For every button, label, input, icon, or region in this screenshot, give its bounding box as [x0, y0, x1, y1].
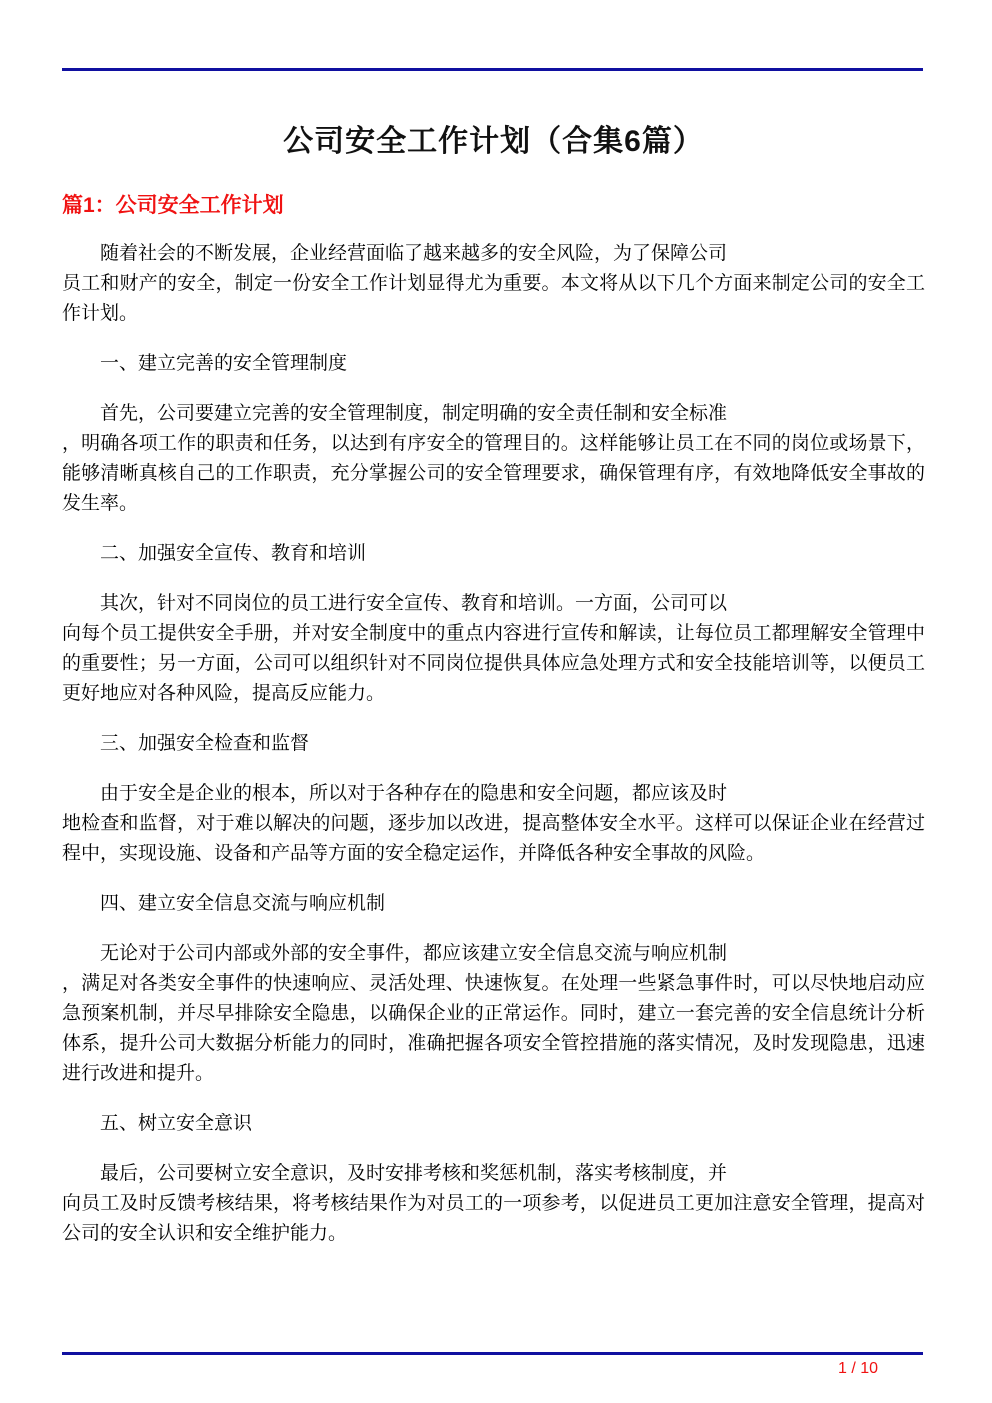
section-1-first-line: 首先，公司要建立完善的安全管理制度，制定明确的安全责任制和安全标准 [100, 403, 728, 424]
section-2-heading: 二、加强安全宣传、教育和培训 [100, 543, 367, 564]
section-4-heading: 四、建立安全信息交流与响应机制 [100, 893, 386, 914]
section-4-first-line: 无论对于公司内部或外部的安全事件，都应该建立安全信息交流与响应机制 [100, 943, 728, 964]
section-2-first-line: 其次，针对不同岗位的员工进行安全宣传、教育和培训。一方面，公司可以 [100, 593, 728, 614]
section-1-paragraph [62, 399, 925, 519]
intro-paragraph-first-line: 随着社会的不断发展，企业经营面临了越来越多的安全风险，为了保障公司 [100, 243, 728, 264]
footer-rule [62, 1352, 923, 1355]
section-3-paragraph [62, 779, 925, 869]
intro-paragraph [62, 239, 925, 329]
page-number: 1 / 10 [837, 1360, 878, 1377]
section-5-first-line: 最后，公司要树立安全意识，及时安排考核和奖惩机制，落实考核制度，并 [100, 1163, 728, 1184]
section-3-rest: 地检查和监督，对于难以解决的问题，逐步加以改进，提高整体安全水平。这样可以保证企业在经营过程中，实现设施、设备和产品等方面的安全稳定运作，并降低各种安全事故的风险。 [62, 813, 925, 864]
section-4-rest: ，满足对各类安全事件的快速响应、灵活处理、快速恢复。在处理一些紧急事件时，可以尽快地启动应急预案机制，并尽早排除安全隐患，以确保企业的正常运作。同时，建立一套完善的安全信息统计分析体系，提升公司大数据分析能力的同时，准确把握各项安全管控措施的落实情况，及时发现隐患，迅速进行改进和提升。 [62, 973, 925, 1084]
section-1-rest: ，明确各项工作的职责和任务，以达到有序安全的管理目的。这样能够让员工在不同的岗位或场景下，能够清晰真核自己的工作职责，充分掌握公司的安全管理要求，确保管理有序，有效地降低安全事故的发生率。 [62, 433, 925, 514]
section-1-heading: 一、建立完善的安全管理制度 [100, 353, 348, 374]
section-3-heading: 三、加强安全检查和监督 [100, 733, 310, 754]
document-title: 公司安全工作计划（合集6篇） [283, 125, 704, 158]
section-4-paragraph [62, 939, 925, 1089]
part-heading: 篇1：公司安全工作计划 [62, 194, 284, 217]
header-rule [62, 68, 923, 71]
section-5-rest: 向员工及时反馈考核结果，将考核结果作为对员工的一项参考，以促进员工更加注意安全管理，提高对公司的安全认识和安全维护能力。 [62, 1193, 925, 1244]
section-2-rest: 向每个员工提供安全手册，并对安全制度中的重点内容进行宣传和解读，让每位员工都理解安全管理中的重要性；另一方面，公司可以组织针对不同岗位提供具体应急处理方式和安全技能培训等，以便员工更好地应对各种风险，提高反应能力。 [62, 623, 925, 704]
section-5-paragraph [62, 1159, 925, 1249]
document-content [62, 123, 925, 1269]
section-2-paragraph [62, 589, 925, 709]
section-3-first-line: 由于安全是企业的根本，所以对于各种存在的隐患和安全问题，都应该及时 [100, 783, 728, 804]
intro-paragraph-rest: 员工和财产的安全，制定一份安全工作计划显得尤为重要。本文将从以下几个方面来制定公司的安全工作计划。 [62, 273, 925, 324]
section-5-heading: 五、树立安全意识 [100, 1113, 253, 1134]
